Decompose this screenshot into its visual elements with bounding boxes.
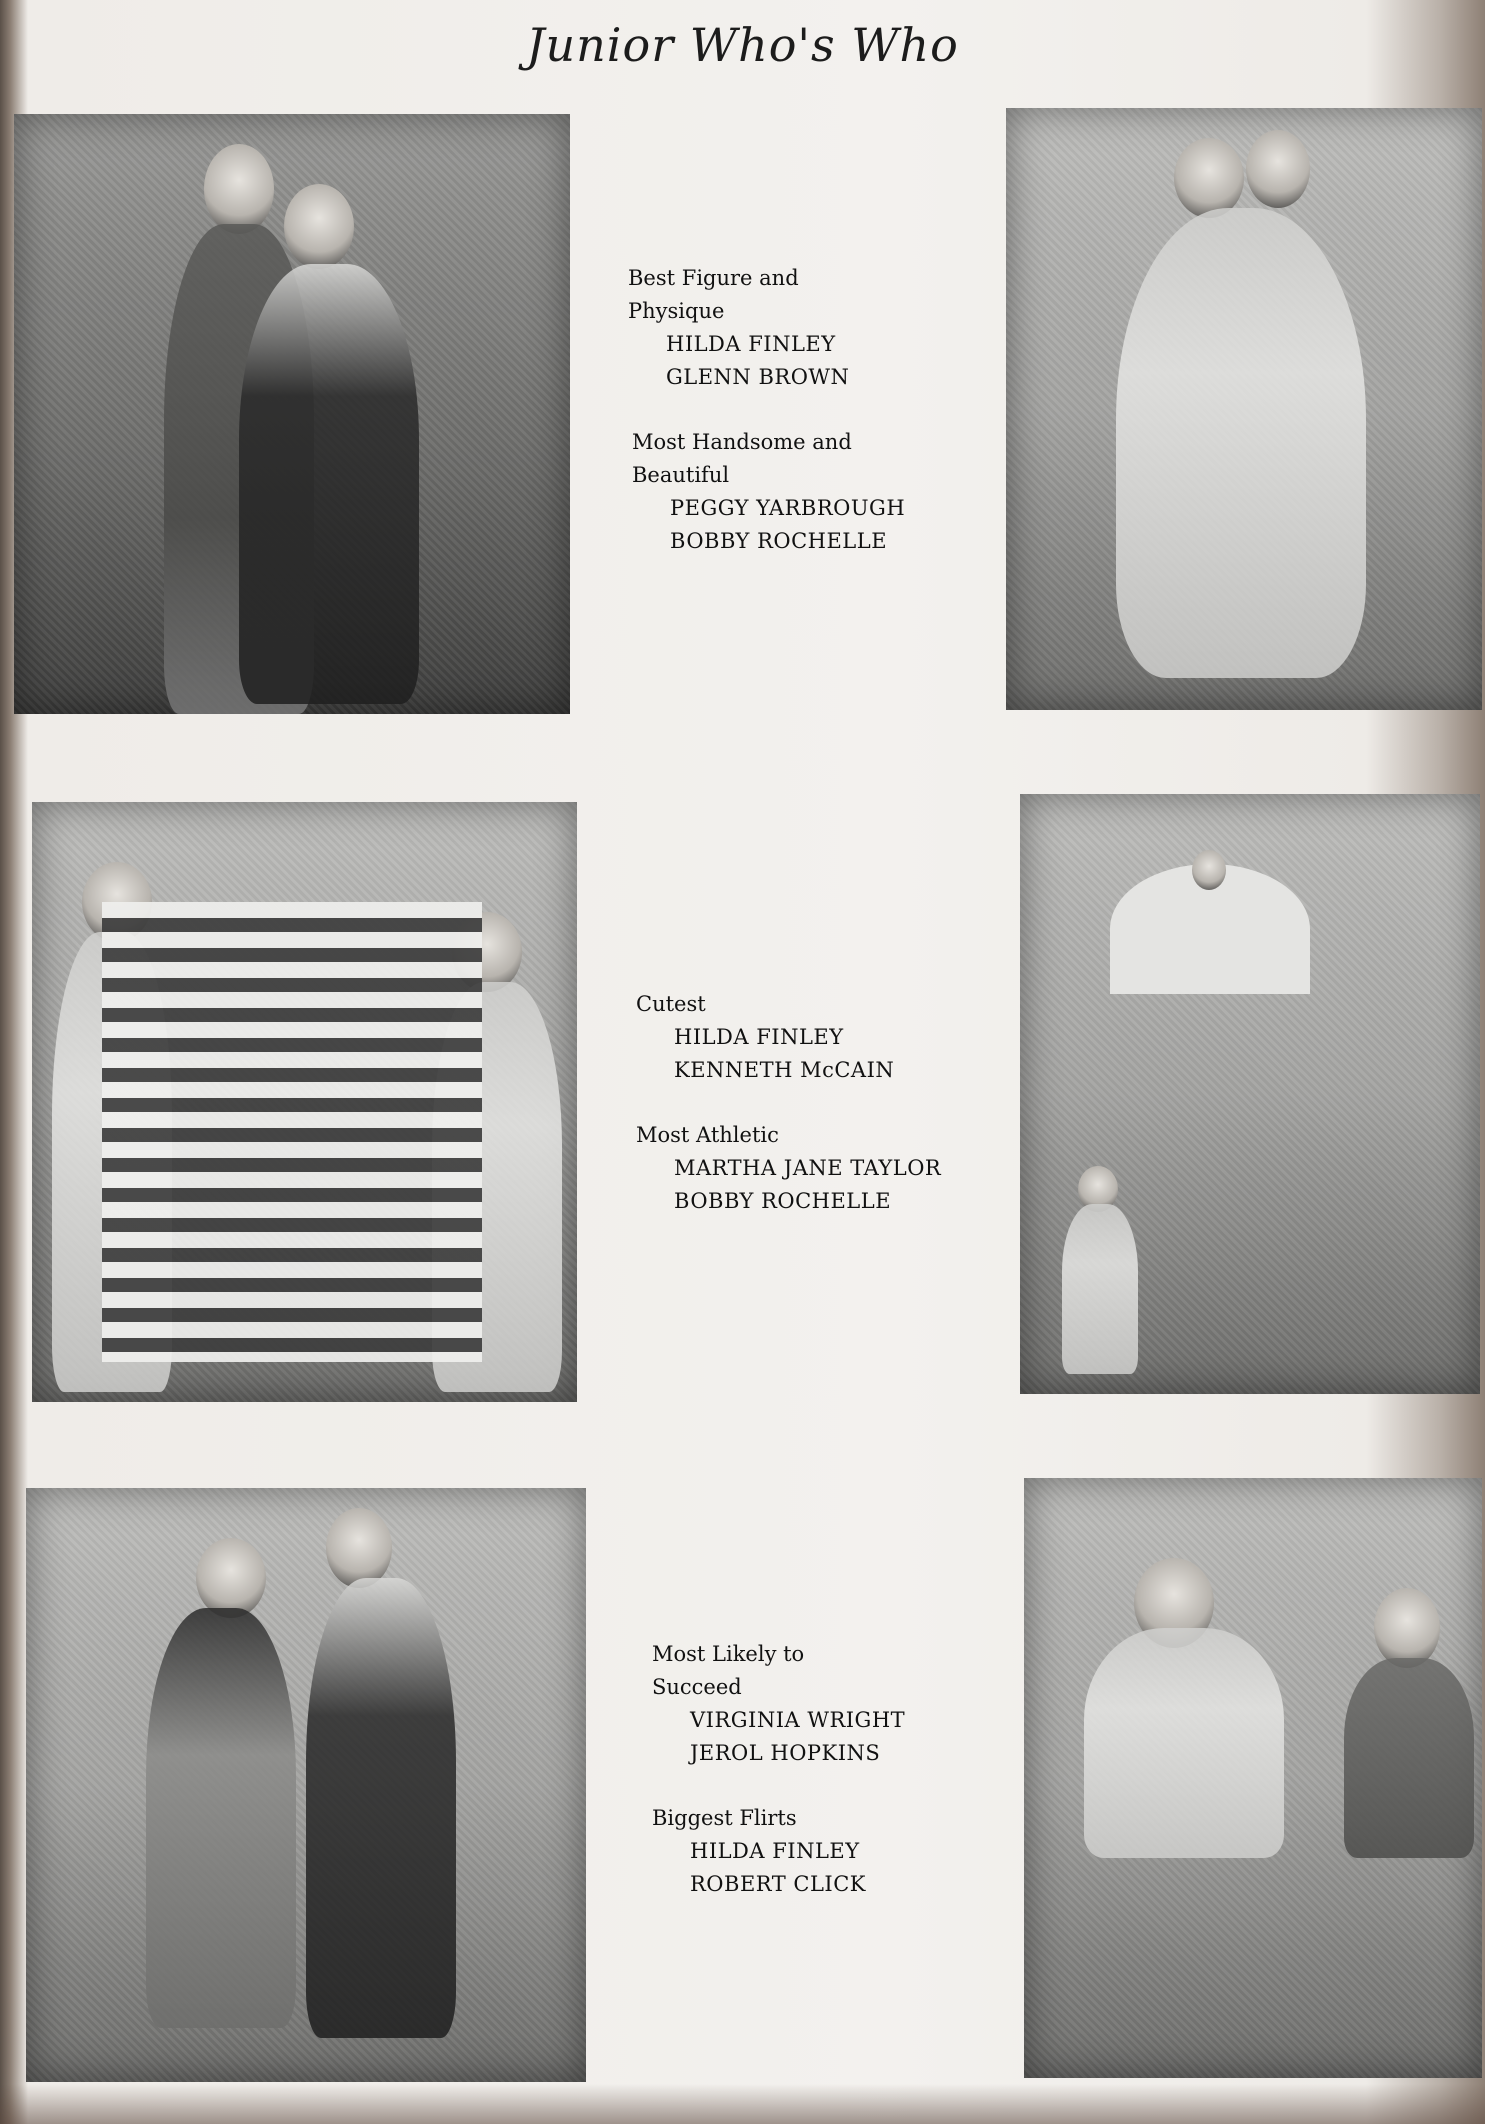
photo-most-likely-to-succeed (26, 1488, 586, 2082)
award-name: HILDA FINLEY (666, 332, 836, 356)
award-label: Biggest Flirts (652, 1806, 797, 1830)
award-name: GLENN BROWN (666, 365, 850, 389)
photo-person-head (1246, 130, 1310, 208)
award-name: KENNETH McCAIN (674, 1058, 895, 1082)
photo-person (1062, 1204, 1138, 1374)
photo-person-head (284, 184, 354, 269)
photo-cutest (32, 802, 577, 1402)
photo-person (1116, 208, 1366, 678)
award-name: BOBBY ROCHELLE (674, 1189, 892, 1213)
photo-person (1344, 1658, 1474, 1858)
award-label: Beautiful (632, 463, 730, 487)
caption-row-2 (636, 988, 996, 1250)
photo-person-head (326, 1508, 392, 1588)
caption-row-3 (652, 1638, 1012, 1933)
page-title: Junior Who's Who (526, 18, 959, 72)
award-label: Most Likely to (652, 1642, 805, 1666)
award-name: VIRGINIA WRIGHT (690, 1708, 906, 1732)
award-label: Physique (628, 299, 725, 323)
photo-person (239, 264, 419, 704)
caption-row-1 (628, 262, 988, 590)
award-most-likely-to-succeed (652, 1638, 1012, 1770)
award-label: Most Handsome and (632, 430, 852, 454)
photo-person-head (196, 1538, 266, 1618)
award-name: HILDA FINLEY (674, 1025, 844, 1049)
photo-person (146, 1608, 296, 2028)
photo-person-head (1192, 850, 1226, 890)
award-name: ROBERT CLICK (690, 1872, 866, 1896)
photo-most-athletic (1020, 794, 1480, 1394)
award-cutest (636, 988, 996, 1087)
photo-person (1084, 1628, 1284, 1858)
photo-person (306, 1578, 456, 2038)
photo-biggest-flirts (1024, 1478, 1482, 2078)
award-label: Cutest (636, 992, 706, 1016)
photo-person-head (204, 144, 274, 234)
award-biggest-flirts (652, 1802, 1012, 1901)
award-name: BOBBY ROCHELLE (670, 529, 888, 553)
award-label: Succeed (652, 1675, 742, 1699)
award-best-figure (628, 262, 988, 394)
award-name: HILDA FINLEY (690, 1839, 860, 1863)
photo-most-handsome (1006, 108, 1482, 710)
photo-best-figure (14, 114, 570, 714)
award-label: Most Athletic (636, 1123, 779, 1147)
award-name: JEROL HOPKINS (690, 1741, 881, 1765)
photo-person-head (1174, 138, 1244, 218)
award-most-athletic (636, 1119, 996, 1218)
award-name: PEGGY YARBROUGH (670, 496, 906, 520)
award-name: MARTHA JANE TAYLOR (674, 1156, 942, 1180)
photo-crib (102, 902, 482, 1362)
award-label: Best Figure and (628, 266, 799, 290)
photo-person-head (1374, 1588, 1440, 1668)
award-most-handsome (628, 426, 988, 558)
